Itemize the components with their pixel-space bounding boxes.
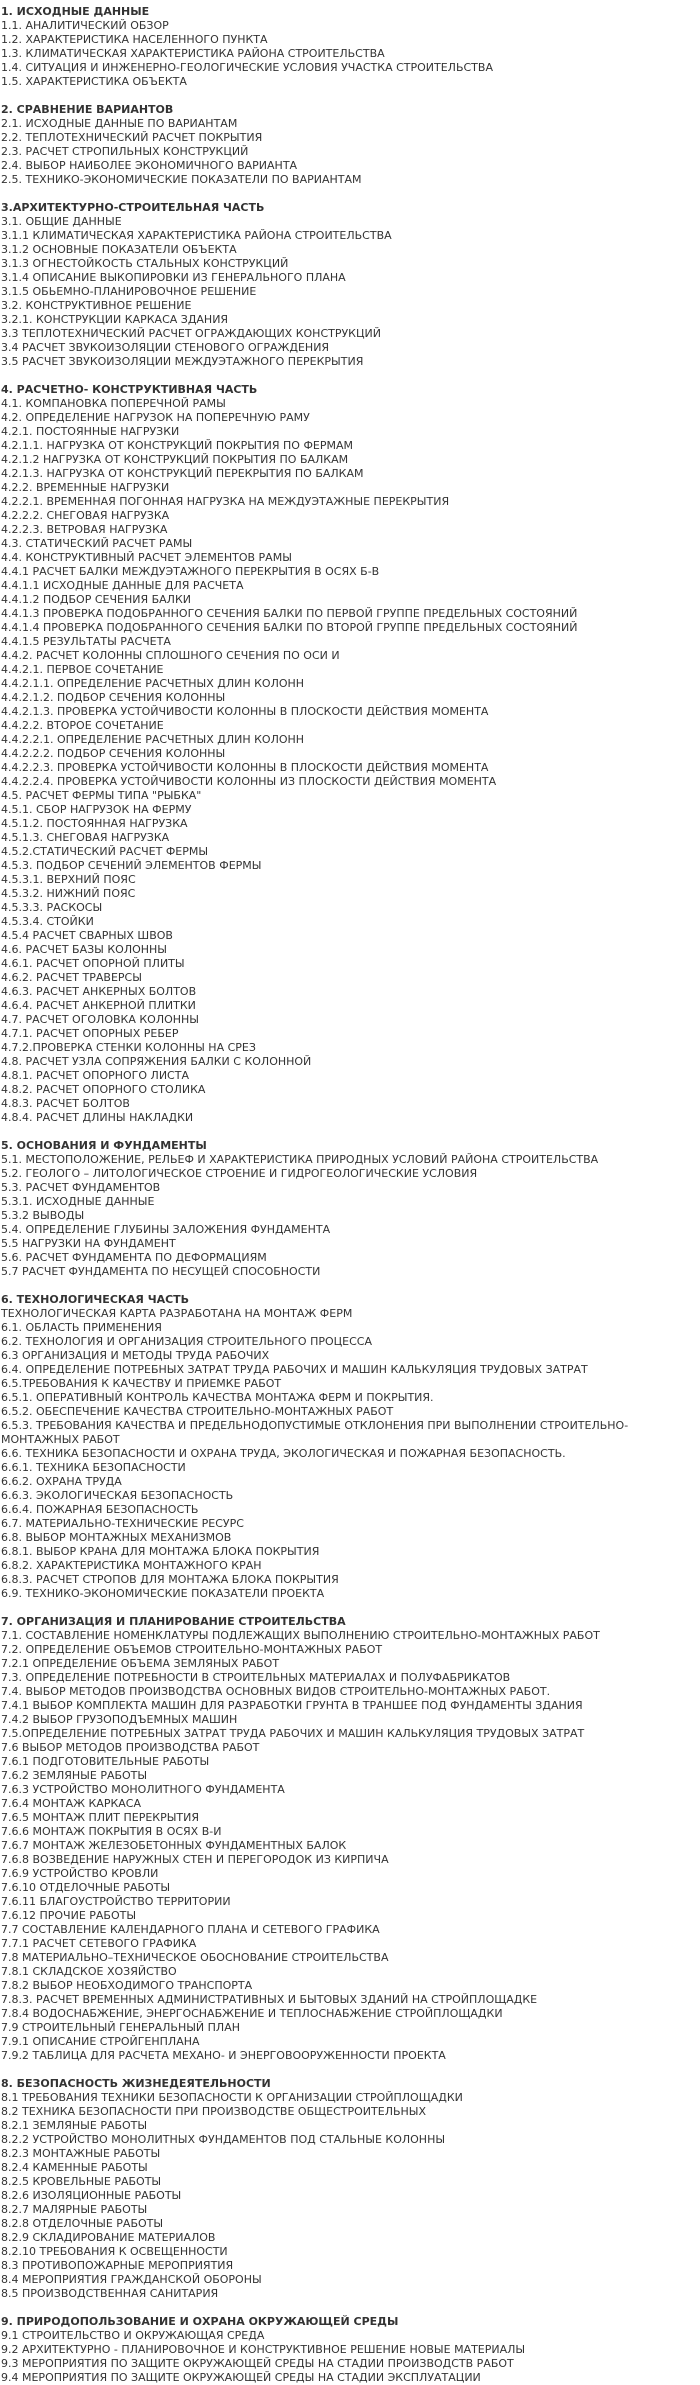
toc-entry: 4.5.3. ПОДБОР СЕЧЕНИЙ ЭЛЕМЕНТОВ ФЕРМЫ <box>1 859 262 872</box>
toc-entry: 8.2.3 МОНТАЖНЫЕ РАБОТЫ <box>1 2147 161 2160</box>
toc-entry: 1.2. ХАРАКТЕРИСТИКА НАСЕЛЕННОГО ПУНКТА <box>1 33 268 46</box>
toc-entry: 7.6.1 ПОДГОТОВИТЕЛЬНЫЕ РАБОТЫ <box>1 1755 210 1768</box>
toc-entry: 4.5.3.2. НИЖНИЙ ПОЯС <box>1 887 136 900</box>
toc-entry: 4.5. РАСЧЕТ ФЕРМЫ ТИПА "РЫБКА" <box>1 789 202 802</box>
toc-entry: 8.4 МЕРОПРИЯТИЯ ГРАЖДАНСКОЙ ОБОРОНЫ <box>1 2273 262 2286</box>
toc-entry: 4.4.2. РАСЧЕТ КОЛОННЫ СПЛОШНОГО СЕЧЕНИЯ ПО ОСИ И <box>1 649 340 662</box>
toc-entry: 4.4.2.1.3. ПРОВЕРКА УСТОЙЧИВОСТИ КОЛОННЫ В ПЛОСКОСТИ ДЕЙСТВИЯ МОМЕНТА <box>1 705 489 718</box>
toc-entry: 4.8.4. РАСЧЕТ ДЛИНЫ НАКЛАДКИ <box>1 1111 194 1124</box>
toc-entry: 8.2.6 ИЗОЛЯЦИОННЫЕ РАБОТЫ <box>1 2189 182 2202</box>
toc-entry: 6.5.ТРЕБОВАНИЯ К КАЧЕСТВУ И ПРИЕМКЕ РАБОТ <box>1 1377 282 1390</box>
toc-entry: 7.6.2 ЗЕМЛЯНЫЕ РАБОТЫ <box>1 1769 148 1782</box>
toc-entry: 4.4.2.2. ВТОРОЕ СОЧЕТАНИЕ <box>1 719 164 732</box>
toc-entry: 6.7. МАТЕРИАЛЬНО-ТЕХНИЧЕСКИЕ РЕСУРС <box>1 1517 244 1530</box>
toc-entry: 3.1.4 ОПИСАНИЕ ВЫКОПИРОВКИ ИЗ ГЕНЕРАЛЬНОГО ПЛАНА <box>1 271 346 284</box>
toc-entry: 7.8.3. РАСЧЕТ ВРЕМЕННЫХ АДМИНИСТРАТИВНЫХ И БЫТОВЫХ ЗДАНИЙ НА СТРОЙПЛОЩАДКЕ <box>1 1993 538 2006</box>
toc-entry: 7.6.12 ПРОЧИЕ РАБОТЫ <box>1 1909 137 1922</box>
toc-entry: 4.4.2.2.2. ПОДБОР СЕЧЕНИЯ КОЛОННЫ <box>1 747 226 760</box>
toc-entry: 4.2.2.2. СНЕГОВАЯ НАГРУЗКА <box>1 509 170 522</box>
toc-section <box>1 2315 699 2385</box>
toc-entry: 4.4.1.1 ИСХОДНЫЕ ДАННЫЕ ДЛЯ РАСЧЕТА <box>1 579 244 592</box>
toc-entry: 8.2.4 КАМЕННЫЕ РАБОТЫ <box>1 2161 148 2174</box>
toc-entry: 9.4 МЕРОПРИЯТИЯ ПО ЗАЩИТЕ ОКРУЖАЮЩЕЙ СРЕДЫ НА СТАДИИ ЭКСПЛУАТАЦИИ <box>1 2371 481 2384</box>
toc-entry: 4.4.1.5 РЕЗУЛЬТАТЫ РАСЧЕТА <box>1 635 171 648</box>
toc-entry: 5.1. МЕСТОПОЛОЖЕНИЕ, РЕЛЬЕФ И ХАРАКТЕРИСТИКА ПРИРОДНЫХ УСЛОВИЙ РАЙОНА СТРОИТЕЛЬСТВА <box>1 1153 599 1166</box>
toc-entry: 9.2 АРХИТЕКТУРНО - ПЛАНИРОВОЧНОЕ И КОНСТРУКТИВНОЕ РЕШЕНИЕ НОВЫЕ МАТЕРИАЛЫ <box>1 2343 526 2356</box>
toc-entry: 7.6.10 ОТДЕЛОЧНЫЕ РАБОТЫ <box>1 1881 171 1894</box>
toc-entry: 7.8 МАТЕРИАЛЬНО–ТЕХНИЧЕСКОЕ ОБОСНОВАНИЕ СТРОИТЕЛЬСТВА <box>1 1951 389 1964</box>
toc-entry: 6.3 ОРГАНИЗАЦИЯ И МЕТОДЫ ТРУДА РАБОЧИХ <box>1 1349 270 1362</box>
section-heading: 8. БЕЗОПАСНОСТЬ ЖИЗНЕДЕЯТЕЛЬНОСТИ <box>1 2077 271 2090</box>
toc-entry: 4.5.1. СБОР НАГРУЗОК НА ФЕРМУ <box>1 803 192 816</box>
toc-entry: 8.1 ТРЕБОВАНИЯ ТЕХНИКИ БЕЗОПАСНОСТИ К ОРГАНИЗАЦИИ СТРОЙПЛОЩАДКИ <box>1 2091 463 2104</box>
toc-entry: 6.6.2. ОХРАНА ТРУДА <box>1 1475 122 1488</box>
toc-entry: 8.2.10 ТРЕБОВАНИЯ К ОСВЕЩЕННОСТИ <box>1 2245 228 2258</box>
toc-entry: 9.1 СТРОИТЕЛЬСТВО И ОКРУЖАЮЩАЯ СРЕДА <box>1 2329 265 2342</box>
toc-entry: 7.8.1 СКЛАДСКОЕ ХОЗЯЙСТВО <box>1 1965 177 1978</box>
toc-entry: 4.2.1.3. НАГРУЗКА ОТ КОНСТРУКЦИЙ ПЕРЕКРЫТИЯ ПО БАЛКАМ <box>1 467 364 480</box>
toc-entry: 7.6.6 МОНТАЖ ПОКРЫТИЯ В ОСЯХ В-И <box>1 1825 222 1838</box>
toc-entry: 8.3 ПРОТИВОПОЖАРНЫЕ МЕРОПРИЯТИЯ <box>1 2259 234 2272</box>
toc-entry: 7.6.9 УСТРОЙСТВО КРОВЛИ <box>1 1867 159 1880</box>
toc-entry: 5.5 НАГРУЗКИ НА ФУНДАМЕНТ <box>1 1237 176 1250</box>
toc-entry: 4.5.3.1. ВЕРХНИЙ ПОЯС <box>1 873 136 886</box>
toc-entry: 4.6.3. РАСЧЕТ АНКЕРНЫХ БОЛТОВ <box>1 985 197 998</box>
toc-entry: 5.3.2 ВЫВОДЫ <box>1 1209 85 1222</box>
toc-entry: 2.4. ВЫБОР НАИБОЛЕЕ ЭКОНОМИЧНОГО ВАРИАНТА <box>1 159 298 172</box>
toc-entry: 4.4. КОНСТРУКТИВНЫЙ РАСЧЕТ ЭЛЕМЕНТОВ РАМЫ <box>1 551 292 564</box>
toc-entry: 4.4.1.4 ПРОВЕРКА ПОДОБРАННОГО СЕЧЕНИЯ БАЛКИ ПО ВТОРОЙ ГРУППЕ ПРЕДЕЛЬНЫХ СОСТОЯНИЙ <box>1 621 578 634</box>
toc-entry: 4.8.2. РАСЧЕТ ОПОРНОГО СТОЛИКА <box>1 1083 206 1096</box>
toc-entry: 4.6.4. РАСЧЕТ АНКЕРНОЙ ПЛИТКИ <box>1 999 196 1012</box>
toc-entry: 8.2.1 ЗЕМЛЯНЫЕ РАБОТЫ <box>1 2119 148 2132</box>
toc-entry: 1.1. АНАЛИТИЧЕСКИЙ ОБЗОР <box>1 19 169 32</box>
toc-entry: 7.1. СОСТАВЛЕНИЕ НОМЕНКЛАТУРЫ ПОДЛЕЖАЩИХ ВЫПОЛНЕНИЮ СТРОИТЕЛЬНО-МОНТАЖНЫХ РАБОТ <box>1 1629 600 1642</box>
toc-entry: 4.4.2.2.3. ПРОВЕРКА УСТОЙЧИВОСТИ КОЛОННЫ В ПЛОСКОСТИ ДЕЙСТВИЯ МОМЕНТА <box>1 761 489 774</box>
toc-entry: 3.4 РАСЧЕТ ЗВУКОИЗОЛЯЦИИ СТЕНОВОГО ОГРАЖДЕНИЯ <box>1 341 330 354</box>
toc-entry: 4.4.2.1.1. ОПРЕДЕЛЕНИЕ РАСЧЕТНЫХ ДЛИН КОЛОНН <box>1 677 305 690</box>
toc-entry: 6.4. ОПРЕДЕЛЕНИЕ ПОТРЕБНЫХ ЗАТРАТ ТРУДА РАБОЧИХ И МАШИН КАЛЬКУЛЯЦИЯ ТРУДОВЫХ ЗАТРАТ <box>1 1363 588 1376</box>
toc-entry: 4.1. КОМПАНОВКА ПОПЕРЕЧНОЙ РАМЫ <box>1 397 226 410</box>
toc-entry: 4.7. РАСЧЕТ ОГОЛОВКА КОЛОННЫ <box>1 1013 200 1026</box>
toc-entry: 7.2.1 ОПРЕДЕЛЕНИЕ ОБЪЕМА ЗЕМЛЯНЫХ РАБОТ <box>1 1657 280 1670</box>
toc-entry: 7.7.1 РАСЧЕТ СЕТЕВОГО ГРАФИКА <box>1 1937 197 1950</box>
toc-entry: 7.4.2 ВЫБОР ГРУЗОПОДЪЕМНЫХ МАШИН <box>1 1713 238 1726</box>
toc-section <box>1 103 699 187</box>
toc-entry: 6.8. ВЫБОР МОНТАЖНЫХ МЕХАНИЗМОВ <box>1 1531 232 1544</box>
toc-entry: 4.2.2.1. ВРЕМЕННАЯ ПОГОННАЯ НАГРУЗКА НА МЕЖДУЭТАЖНЫЕ ПЕРЕКРЫТИЯ <box>1 495 450 508</box>
toc-entry: 7.6.4 МОНТАЖ КАРКАСА <box>1 1797 142 1810</box>
toc-entry: 1.3. КЛИМАТИЧЕСКАЯ ХАРАКТЕРИСТИКА РАЙОНА СТРОИТЕЛЬСТВА <box>1 47 385 60</box>
toc-entry: 2.1. ИСХОДНЫЕ ДАННЫЕ ПО ВАРИАНТАМ <box>1 117 238 130</box>
toc-entry: 4.2. ОПРЕДЕЛЕНИЕ НАГРУЗОК НА ПОПЕРЕЧНУЮ РАМУ <box>1 411 310 424</box>
toc-entry: 4.8.1. РАСЧЕТ ОПОРНОГО ЛИСТА <box>1 1069 189 1082</box>
toc-entry: 3.2.1. КОНСТРУКЦИИ КАРКАСА ЗДАНИЯ <box>1 313 229 326</box>
toc-entry: 4.2.2.3. ВЕТРОВАЯ НАГРУЗКА <box>1 523 168 536</box>
toc-entry: 7.9.1 ОПИСАНИЕ СТРОЙГЕНПЛАНА <box>1 2035 200 2048</box>
toc-entry: 6.5.3. ТРЕБОВАНИЯ КАЧЕСТВА И ПРЕДЕЛЬНОДОПУСТИМЫЕ ОТКЛОНЕНИЯ ПРИ ВЫПОЛНЕНИИ СТРОИТЕЛЬНО-МОНТАЖНЫХ РАБОТ <box>1 1419 629 1446</box>
toc-entry: 7.4. ВЫБОР МЕТОДОВ ПРОИЗВОДСТВА ОСНОВНЫХ ВИДОВ СТРОИТЕЛЬНО-МОНТАЖНЫХ РАБОТ. <box>1 1685 551 1698</box>
toc-entry: 5.3.1. ИСХОДНЫЕ ДАННЫЕ <box>1 1195 155 1208</box>
toc-entry: 6.2. ТЕХНОЛОГИЯ И ОРГАНИЗАЦИЯ СТРОИТЕЛЬНОГО ПРОЦЕССА <box>1 1335 373 1348</box>
toc-entry: 5.6. РАСЧЕТ ФУНДАМЕНТА ПО ДЕФОРМАЦИЯМ <box>1 1251 267 1264</box>
toc-entry: 3.2. КОНСТРУКТИВНОЕ РЕШЕНИЕ <box>1 299 192 312</box>
toc-entry: 7.6.11 БЛАГОУСТРОЙСТВО ТЕРРИТОРИИ <box>1 1895 231 1908</box>
toc-entry: 7.6.3 УСТРОЙСТВО МОНОЛИТНОГО ФУНДАМЕНТА <box>1 1783 285 1796</box>
toc-entry: 4.2.1.2 НАГРУЗКА ОТ КОНСТРУКЦИЙ ПОКРЫТИЯ ПО БАЛКАМ <box>1 453 349 466</box>
toc-entry: 4.5.3.4. СТОЙКИ <box>1 915 94 928</box>
toc-entry: 4.2.2. ВРЕМЕННЫЕ НАГРУЗКИ <box>1 481 170 494</box>
section-heading: 5. ОСНОВАНИЯ И ФУНДАМЕНТЫ <box>1 1139 207 1152</box>
toc-entry: 8.2.9 СКЛАДИРОВАНИЕ МАТЕРИАЛОВ <box>1 2231 216 2244</box>
toc-entry: ТЕХНОЛОГИЧЕСКАЯ КАРТА РАЗРАБОТАНА НА МОНТАЖ ФЕРМ <box>1 1307 353 1320</box>
toc-entry: 4.4.1 РАСЧЕТ БАЛКИ МЕЖДУЭТАЖНОГО ПЕРЕКРЫТИЯ В ОСЯХ Б-В <box>1 565 380 578</box>
section-heading: 7. ОРГАНИЗАЦИЯ И ПЛАНИРОВАНИЕ СТРОИТЕЛЬСТВА <box>1 1615 346 1628</box>
toc-entry: 4.5.1.2. ПОСТОЯННАЯ НАГРУЗКА <box>1 817 188 830</box>
toc-entry: 7.6.5 МОНТАЖ ПЛИТ ПЕРЕКРЫТИЯ <box>1 1811 200 1824</box>
toc-entry: 4.8. РАСЧЕТ УЗЛА СОПРЯЖЕНИЯ БАЛКИ С КОЛОННОЙ <box>1 1055 312 1068</box>
toc-entry: 5.2. ГЕОЛОГО – ЛИТОЛОГИЧЕСКОЕ СТРОЕНИЕ И ГИДРОГЕОЛОГИЧЕСКИЕ УСЛОВИЯ <box>1 1167 478 1180</box>
toc-section <box>1 5 699 89</box>
toc-entry: 3.1.2 ОСНОВНЫЕ ПОКАЗАТЕЛИ ОБЪЕКТА <box>1 243 237 256</box>
toc-entry: 5.7 РАСЧЕТ ФУНДАМЕНТА ПО НЕСУЩЕЙ СПОСОБНОСТИ <box>1 1265 321 1278</box>
toc-entry: 5.3. РАСЧЕТ ФУНДАМЕНТОВ <box>1 1181 161 1194</box>
toc-entry: 7.8.4 ВОДОСНАБЖЕНИЕ, ЭНЕРГОСНАБЖЕНИЕ И ТЕПЛОСНАБЖЕНИЕ СТРОЙПЛОЩАДКИ <box>1 2007 503 2020</box>
toc-entry: 4.5.3.3. РАСКОСЫ <box>1 901 103 914</box>
toc-entry: 3.3 ТЕПЛОТЕХНИЧЕСКИЙ РАСЧЕТ ОГРАЖДАЮЩИХ КОНСТРУКЦИЙ <box>1 327 381 340</box>
toc-entry: 4.5.4 РАСЧЕТ СВАРНЫХ ШВОВ <box>1 929 173 942</box>
toc-entry: 4.4.1.2 ПОДБОР СЕЧЕНИЯ БАЛКИ <box>1 593 191 606</box>
toc-entry: 7.9.2 ТАБЛИЦА ДЛЯ РАСЧЕТА МЕХАНО- И ЭНЕРГОВООРУЖЕННОСТИ ПРОЕКТА <box>1 2049 446 2062</box>
section-heading: 3.АРХИТЕКТУРНО-СТРОИТЕЛЬНАЯ ЧАСТЬ <box>1 201 265 214</box>
toc-entry: 4.5.2.СТАТИЧЕСКИЙ РАСЧЕТ ФЕРМЫ <box>1 845 209 858</box>
toc-section <box>1 2077 699 2301</box>
toc-entry: 2.2. ТЕПЛОТЕХНИЧЕСКИЙ РАСЧЕТ ПОКРЫТИЯ <box>1 131 263 144</box>
toc-entry: 6.6.4. ПОЖАРНАЯ БЕЗОПАСНОСТЬ <box>1 1503 199 1516</box>
section-heading: 6. ТЕХНОЛОГИЧЕСКАЯ ЧАСТЬ <box>1 1293 190 1306</box>
toc-section <box>1 1615 699 2063</box>
toc-entry: 4.2.1.1. НАГРУЗКА ОТ КОНСТРУКЦИЙ ПОКРЫТИЯ ПО ФЕРМАМ <box>1 439 354 452</box>
toc-entry: 4.4.2.2.4. ПРОВЕРКА УСТОЙЧИВОСТИ КОЛОННЫ ИЗ ПЛОСКОСТИ ДЕЙСТВИЯ МОМЕНТА <box>1 775 497 788</box>
section-heading: 4. РАСЧЕТНО- КОНСТРУКТИВНАЯ ЧАСТЬ <box>1 383 258 396</box>
toc-entry: 4.8.3. РАСЧЕТ БОЛТОВ <box>1 1097 130 1110</box>
toc-entry: 6.6.3. ЭКОЛОГИЧЕСКАЯ БЕЗОПАСНОСТЬ <box>1 1489 234 1502</box>
toc-entry: 6.8.1. ВЫБОР КРАНА ДЛЯ МОНТАЖА БЛОКА ПОКРЫТИЯ <box>1 1545 320 1558</box>
toc-entry: 6.6. ТЕХНИКА БЕЗОПАСНОСТИ И ОХРАНА ТРУДА, ЭКОЛОГИЧЕСКАЯ И ПОЖАРНАЯ БЕЗОПАСНОСТЬ. <box>1 1447 566 1460</box>
toc-entry: 8.2.7 МАЛЯРНЫЕ РАБОТЫ <box>1 2203 148 2216</box>
toc-entry: 6.5.2. ОБЕСПЕЧЕНИЕ КАЧЕСТВА СТРОИТЕЛЬНО-МОНТАЖНЫХ РАБОТ <box>1 1405 394 1418</box>
toc-entry: 6.1. ОБЛАСТЬ ПРИМЕНЕНИЯ <box>1 1321 162 1334</box>
toc-entry: 9.3 МЕРОПРИЯТИЯ ПО ЗАЩИТЕ ОКРУЖАЮЩЕЙ СРЕДЫ НА СТАДИИ ПРОИЗВОДСТВ РАБОТ <box>1 2357 514 2370</box>
toc-entry: 3.1.3 ОГНЕСТОЙКОСТЬ СТАЛЬНЫХ КОНСТРУКЦИЙ <box>1 257 289 270</box>
toc-entry: 7.8.2 ВЫБОР НЕОБХОДИМОГО ТРАНСПОРТА <box>1 1979 253 1992</box>
toc-entry: 2.5. ТЕХНИКО-ЭКОНОМИЧЕСКИЕ ПОКАЗАТЕЛИ ПО ВАРИАНТАМ <box>1 173 362 186</box>
toc-entry: 4.6.1. РАСЧЕТ ОПОРНОЙ ПЛИТЫ <box>1 957 185 970</box>
toc-entry: 8.2.5 КРОВЕЛЬНЫЕ РАБОТЫ <box>1 2175 162 2188</box>
toc-entry: 7.6.7 МОНТАЖ ЖЕЛЕЗОБЕТОННЫХ ФУНДАМЕНТНЫХ БАЛОК <box>1 1839 347 1852</box>
toc-entry: 1.5. ХАРАКТЕРИСТИКА ОБЪЕКТА <box>1 75 187 88</box>
toc-entry: 6.5.1. ОПЕРАТИВНЫЙ КОНТРОЛЬ КАЧЕСТВА МОНТАЖА ФЕРМ И ПОКРЫТИЯ. <box>1 1391 434 1404</box>
toc-section <box>1 201 699 369</box>
toc-entry: 8.2 ТЕХНИКА БЕЗОПАСНОСТИ ПРИ ПРОИЗВОДСТВЕ ОБЩЕСТРОИТЕЛЬНЫХ <box>1 2105 427 2118</box>
toc-entry: 7.6 ВЫБОР МЕТОДОВ ПРОИЗВОДСТВА РАБОТ <box>1 1741 260 1754</box>
toc-entry: 4.4.1.3 ПРОВЕРКА ПОДОБРАННОГО СЕЧЕНИЯ БАЛКИ ПО ПЕРВОЙ ГРУППЕ ПРЕДЕЛЬНЫХ СОСТОЯНИЙ <box>1 607 578 620</box>
toc-entry: 6.6.1. ТЕХНИКА БЕЗОПАСНОСТИ <box>1 1461 186 1474</box>
toc-entry: 3.1.1 КЛИМАТИЧЕСКАЯ ХАРАКТЕРИСТИКА РАЙОНА СТРОИТЕЛЬСТВА <box>1 229 392 242</box>
toc-entry: 6.8.2. ХАРАКТЕРИСТИКА МОНТАЖНОГО КРАН <box>1 1559 262 1572</box>
section-heading: 1. ИСХОДНЫЕ ДАННЫЕ <box>1 5 150 18</box>
toc-entry: 4.4.2.1.2. ПОДБОР СЕЧЕНИЯ КОЛОННЫ <box>1 691 226 704</box>
toc-entry: 7.4.1 ВЫБОР КОМПЛЕКТА МАШИН ДЛЯ РАЗРАБОТКИ ГРУНТА В ТРАНШЕЕ ПОД ФУНДАМЕНТЫ ЗДАНИЯ <box>1 1699 583 1712</box>
toc-entry: 7.7 СОСТАВЛЕНИЕ КАЛЕНДАРНОГО ПЛАНА И СЕТЕВОГО ГРАФИКА <box>1 1923 380 1936</box>
toc-entry: 7.6.8 ВОЗВЕДЕНИЕ НАРУЖНЫХ СТЕН И ПЕРЕГОРОДОК ИЗ КИРПИЧА <box>1 1853 389 1866</box>
toc-entry: 6.8.3. РАСЧЕТ СТРОПОВ ДЛЯ МОНТАЖА БЛОКА ПОКРЫТИЯ <box>1 1573 339 1586</box>
toc-entry: 4.2.1. ПОСТОЯННЫЕ НАГРУЗКИ <box>1 425 180 438</box>
toc-entry: 4.4.2.1. ПЕРВОЕ СОЧЕТАНИЕ <box>1 663 164 676</box>
toc-entry: 8.2.8 ОТДЕЛОЧНЫЕ РАБОТЫ <box>1 2217 164 2230</box>
toc-entry: 3.1.5 ОБЬЕМНО-ПЛАНИРОВОЧНОЕ РЕШЕНИЕ <box>1 285 257 298</box>
toc-section <box>1 1293 699 1601</box>
toc-entry: 8.2.2 УСТРОЙСТВО МОНОЛИТНЫХ ФУНДАМЕНТОВ ПОД СТАЛЬНЫЕ КОЛОННЫ <box>1 2133 446 2146</box>
toc-entry: 7.9 СТРОИТЕЛЬНЫЙ ГЕНЕРАЛЬНЫЙ ПЛАН <box>1 2021 240 2034</box>
toc-entry: 5.4. ОПРЕДЕЛЕНИЕ ГЛУБИНЫ ЗАЛОЖЕНИЯ ФУНДАМЕНТА <box>1 1223 331 1236</box>
toc-entry: 4.5.1.3. СНЕГОВАЯ НАГРУЗКА <box>1 831 170 844</box>
toc-entry: 3.1. ОБЩИЕ ДАННЫЕ <box>1 215 122 228</box>
section-heading: 2. СРАВНЕНИЕ ВАРИАНТОВ <box>1 103 174 116</box>
toc-entry: 1.4. СИТУАЦИЯ И ИНЖЕНЕРНО-ГЕОЛОГИЧЕСКИЕ УСЛОВИЯ УЧАСТКА СТРОИТЕЛЬСТВА <box>1 61 493 74</box>
toc-entry: 7.5.ОПРЕДЕЛЕНИЕ ПОТРЕБНЫХ ЗАТРАТ ТРУДА РАБОЧИХ И МАШИН КАЛЬКУЛЯЦИЯ ТРУДОВЫХ ЗАТРАТ <box>1 1727 585 1740</box>
toc-entry: 8.5 ПРОИЗВОДСТВЕННАЯ САНИТАРИЯ <box>1 2287 219 2300</box>
toc-entry: 7.2. ОПРЕДЕЛЕНИЕ ОБЪЕМОВ СТРОИТЕЛЬНО-МОНТАЖНЫХ РАБОТ <box>1 1643 383 1656</box>
toc-entry: 4.6.2. РАСЧЕТ ТРАВЕРСЫ <box>1 971 142 984</box>
toc-entry: 2.3. РАСЧЕТ СТРОПИЛЬНЫХ КОНСТРУКЦИЙ <box>1 145 249 158</box>
toc-entry: 4.7.2.ПРОВЕРКА СТЕНКИ КОЛОННЫ НА СРЕЗ <box>1 1041 256 1054</box>
toc-entry: 4.6. РАСЧЕТ БАЗЫ КОЛОННЫ <box>1 943 168 956</box>
toc-entry: 6.9. ТЕХНИКО-ЭКОНОМИЧЕСКИЕ ПОКАЗАТЕЛИ ПРОЕКТА <box>1 1587 325 1600</box>
toc-entry: 4.3. СТАТИЧЕСКИЙ РАСЧЕТ РАМЫ <box>1 537 193 550</box>
toc-entry: 4.7.1. РАСЧЕТ ОПОРНЫХ РЕБЕР <box>1 1027 179 1040</box>
toc-entry: 3.5 РАСЧЕТ ЗВУКОИЗОЛЯЦИИ МЕЖДУЭТАЖНОГО ПЕРЕКРЫТИЯ <box>1 355 364 368</box>
toc-section <box>1 383 699 1125</box>
toc-section <box>1 1139 699 1279</box>
toc-entry: 7.3. ОПРЕДЕЛЕНИЕ ПОТРЕБНОСТИ В СТРОИТЕЛЬНЫХ МАТЕРИАЛАХ И ПОЛУФАБРИКАТОВ <box>1 1671 511 1684</box>
toc-entry: 4.4.2.2.1. ОПРЕДЕЛЕНИЕ РАСЧЕТНЫХ ДЛИН КОЛОНН <box>1 733 305 746</box>
section-heading: 9. ПРИРОДОПОЛЬЗОВАНИЕ И ОХРАНА ОКРУЖАЮЩЕЙ СРЕДЫ <box>1 2315 399 2328</box>
